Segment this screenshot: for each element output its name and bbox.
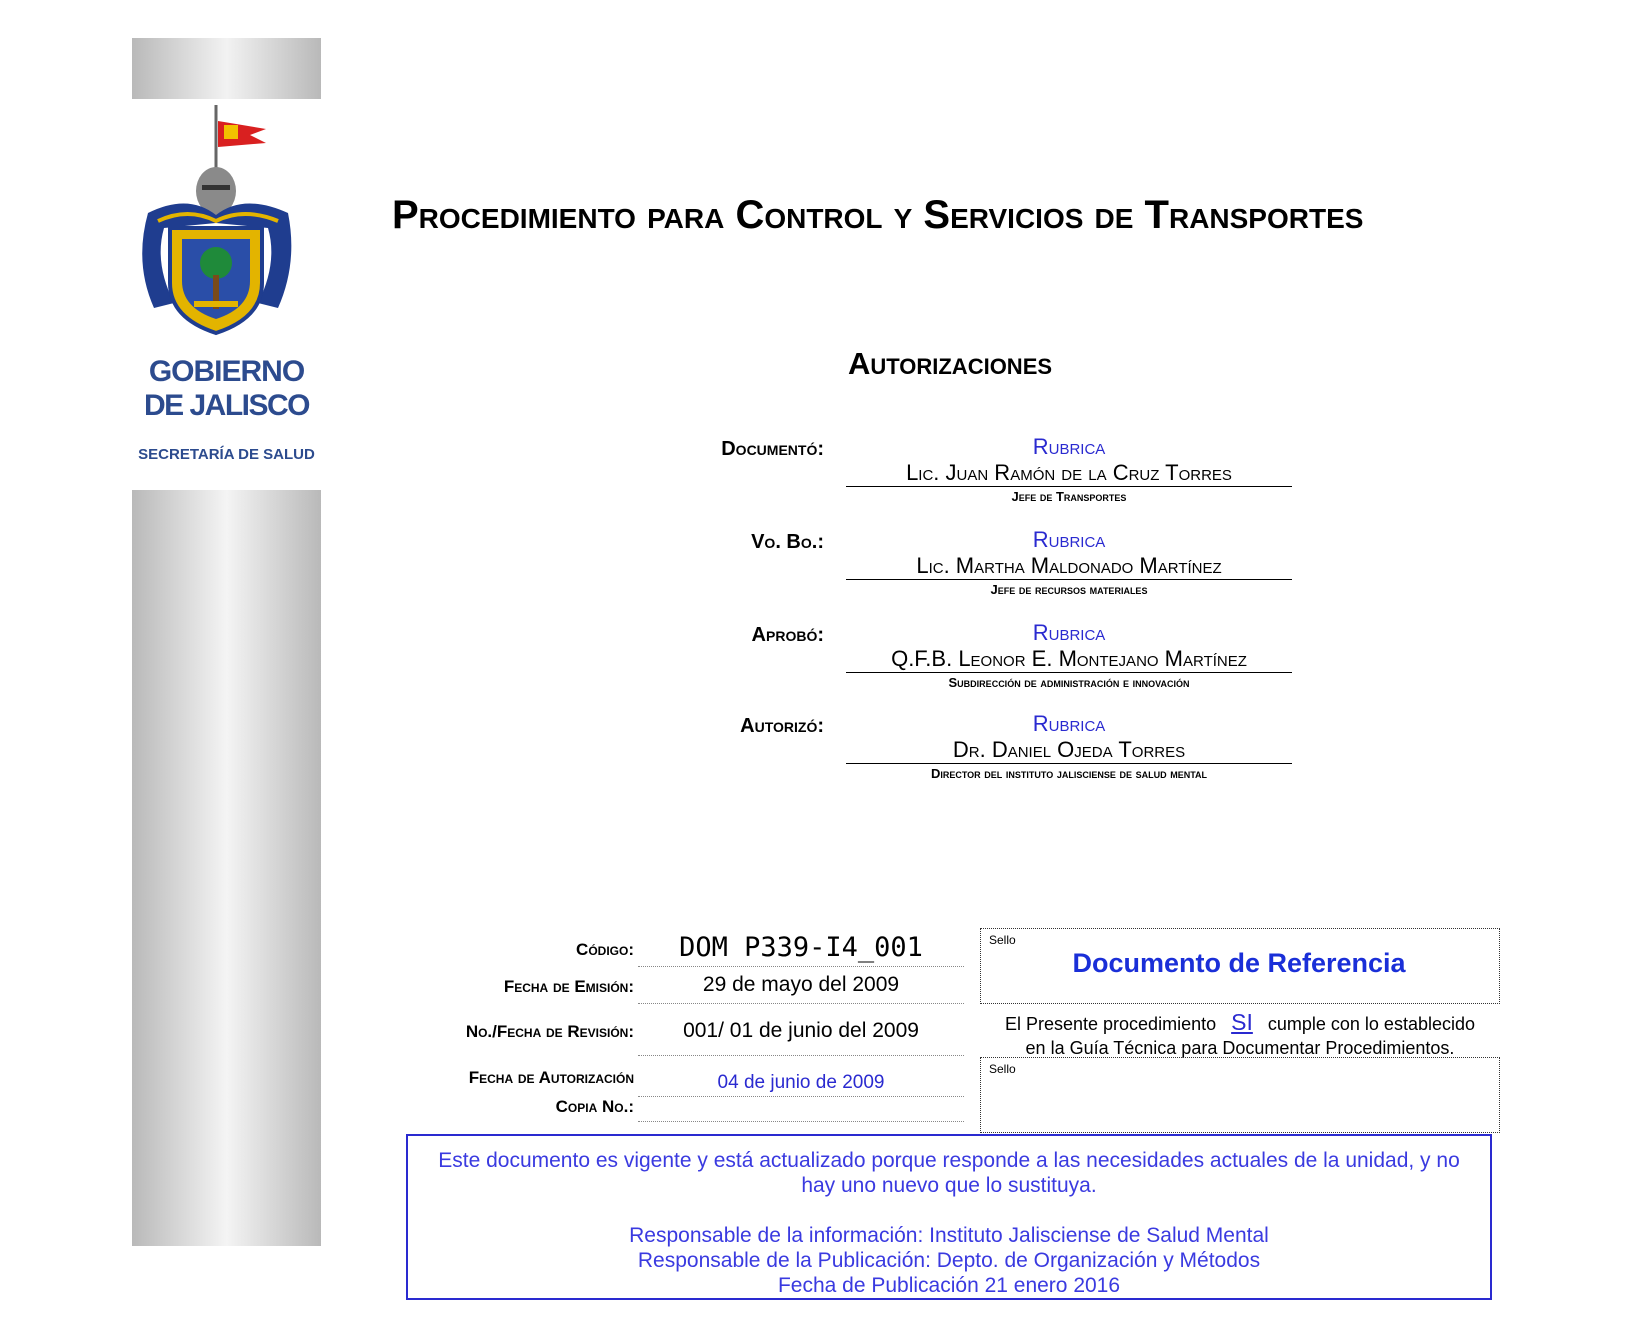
signature-block	[846, 620, 1292, 693]
codigo-label: Código:	[576, 940, 634, 959]
codigo-value: DOM P339-I4_001	[679, 932, 923, 963]
signature-block	[846, 527, 1292, 600]
signature-role: Jefe de recursos materiales	[990, 582, 1148, 597]
fecha-autorizacion-label: Fecha de Autorización	[468, 1068, 634, 1087]
signature-role: Subdirección de administración e innovación	[948, 675, 1190, 690]
page-title: Procedimiento para Control y Servicios de Transportes	[392, 193, 1364, 237]
revision-value: 001/ 01 de junio del 2009	[683, 1019, 919, 1042]
jalisco-coat-of-arms-icon	[128, 103, 308, 338]
signature-rubrica: Rubrica	[1032, 527, 1106, 552]
cumple-value: SI	[1231, 1009, 1253, 1035]
secretaria-label: SECRETARÍA DE SALUD	[138, 446, 315, 463]
cumple-post: cumple con lo establecido	[1267, 1014, 1475, 1034]
cumple-line2: en la Guía Técnica para Documentar Procedimientos.	[1025, 1038, 1455, 1058]
sidebar-top-bar	[132, 38, 321, 99]
note-line: Fecha de Publicación 21 enero 2016	[777, 1274, 1121, 1297]
signature-name: Lic. Juan Ramón de la Cruz Torres	[846, 460, 1292, 487]
cumple-text	[962, 1010, 1518, 1060]
sello-label: Sello	[989, 933, 1016, 947]
fecha-emision-label: Fecha de Emisión:	[503, 977, 634, 996]
sello-box	[980, 1057, 1500, 1133]
divider	[638, 1096, 964, 1097]
signature-name: Dr. Daniel Ojeda Torres	[846, 737, 1292, 764]
note-line: Este documento es vigente y está actualizado porque responde a las necesidades actuales de la unidad, y no hay uno nuevo que lo sustituya.	[438, 1149, 1460, 1197]
note-line: Responsable de la Publicación: Depto. de Organización y Métodos	[637, 1249, 1261, 1272]
signature-name: Q.F.B. Leonor E. Montejano Martínez	[846, 646, 1292, 673]
sello-label: Sello	[989, 1062, 1016, 1076]
divider	[638, 1055, 964, 1056]
reference-label: Documento de Referencia	[1072, 948, 1406, 978]
validity-note	[406, 1134, 1492, 1300]
copia-label: Copia No.:	[555, 1097, 634, 1116]
signature-rubrica: Rubrica	[1032, 711, 1106, 736]
fecha-emision-value: 29 de mayo del 2009	[702, 973, 900, 996]
signature-label: Aprobó:	[751, 624, 824, 646]
signature-name: Lic. Martha Maldonado Martínez	[846, 553, 1292, 580]
signature-block	[846, 434, 1292, 507]
gobierno-label: GOBIERNO	[148, 355, 305, 388]
section-title: Autorizaciones	[847, 346, 1053, 381]
signature-role: Jefe de Transportes	[1011, 489, 1127, 504]
signature-label: Autorizó:	[740, 715, 824, 737]
signature-role: Director del instituto jalisciense de salud mental	[930, 766, 1208, 780]
divider	[638, 1121, 964, 1122]
note-line: Responsable de la información: Instituto Jalisciense de Salud Mental	[629, 1224, 1269, 1247]
revision-label: No./Fecha de Revisión:	[465, 1022, 634, 1041]
fecha-autorizacion-value: 04 de junio de 2009	[717, 1072, 885, 1093]
signature-rubrica: Rubrica	[1032, 434, 1106, 459]
cumple-pre: El Presente procedimiento	[1004, 1014, 1217, 1034]
sidebar-main-bar	[132, 490, 321, 1246]
divider	[638, 966, 964, 967]
signature-label: Documentó:	[721, 438, 824, 460]
signature-rubrica: Rubrica	[1032, 620, 1106, 645]
jalisco-label: DE JALISCO	[143, 389, 310, 422]
divider	[638, 1003, 964, 1004]
signature-label: Vo. Bo.:	[751, 531, 824, 553]
signature-block	[846, 711, 1292, 780]
